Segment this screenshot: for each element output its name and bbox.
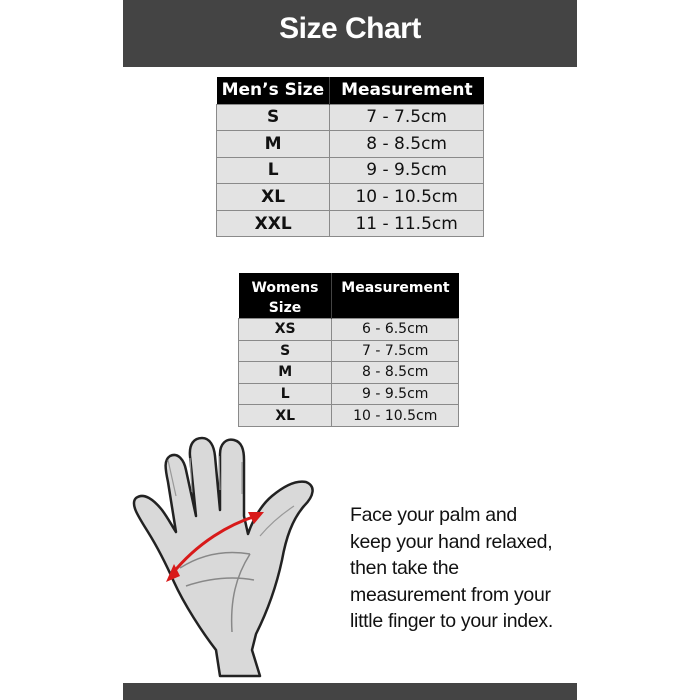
size-cell: M	[239, 362, 332, 384]
size-cell: L	[217, 157, 330, 184]
table-row	[239, 319, 459, 341]
size-cell: XL	[217, 184, 330, 211]
measurement-cell: 6 - 6.5cm	[332, 319, 459, 341]
table-row	[239, 340, 459, 362]
measurement-cell: 7 - 7.5cm	[330, 104, 484, 131]
womens-size-table	[238, 273, 459, 427]
size-cell: S	[239, 340, 332, 362]
size-cell: M	[217, 131, 330, 158]
table-row	[217, 157, 484, 184]
measurement-cell: 10 - 10.5cm	[330, 184, 484, 211]
footer-bar	[123, 683, 577, 700]
table-header-row	[217, 77, 484, 104]
table-row	[217, 184, 484, 211]
table-row	[217, 104, 484, 131]
column-header-measurement: Measurement	[330, 77, 484, 104]
measurement-instructions: Face your palm and keep your hand relaxed, then take the measurement from your little finger to your index.	[350, 504, 553, 632]
measurement-cell: 9 - 9.5cm	[330, 157, 484, 184]
measurement-cell: 11 - 11.5cm	[330, 210, 484, 237]
column-header-measurement: Measurement	[332, 273, 459, 319]
measurement-cell: 10 - 10.5cm	[332, 405, 459, 427]
measurement-cell: 8 - 8.5cm	[330, 131, 484, 158]
size-cell: XXL	[217, 210, 330, 237]
column-header-size: Men’s Size	[217, 77, 330, 104]
table-row	[239, 405, 459, 427]
measurement-cell: 8 - 8.5cm	[332, 362, 459, 384]
mens-size-table	[216, 77, 484, 237]
measurement-cell: 9 - 9.5cm	[332, 383, 459, 405]
table-row	[217, 131, 484, 158]
hand-palm-icon	[120, 436, 340, 680]
table-header-row	[239, 273, 459, 319]
hand-shape	[134, 438, 313, 676]
measurement-cell: 7 - 7.5cm	[332, 340, 459, 362]
table-row	[239, 362, 459, 384]
size-cell: XS	[239, 319, 332, 341]
size-cell: L	[239, 383, 332, 405]
hand-illustration	[120, 436, 340, 680]
size-cell: XL	[239, 405, 332, 427]
table-row	[239, 383, 459, 405]
size-cell: S	[217, 104, 330, 131]
column-header-size: Womens Size	[239, 273, 332, 319]
table-row	[217, 210, 484, 237]
page-title: Size Chart	[279, 12, 421, 45]
title-banner	[123, 0, 577, 67]
